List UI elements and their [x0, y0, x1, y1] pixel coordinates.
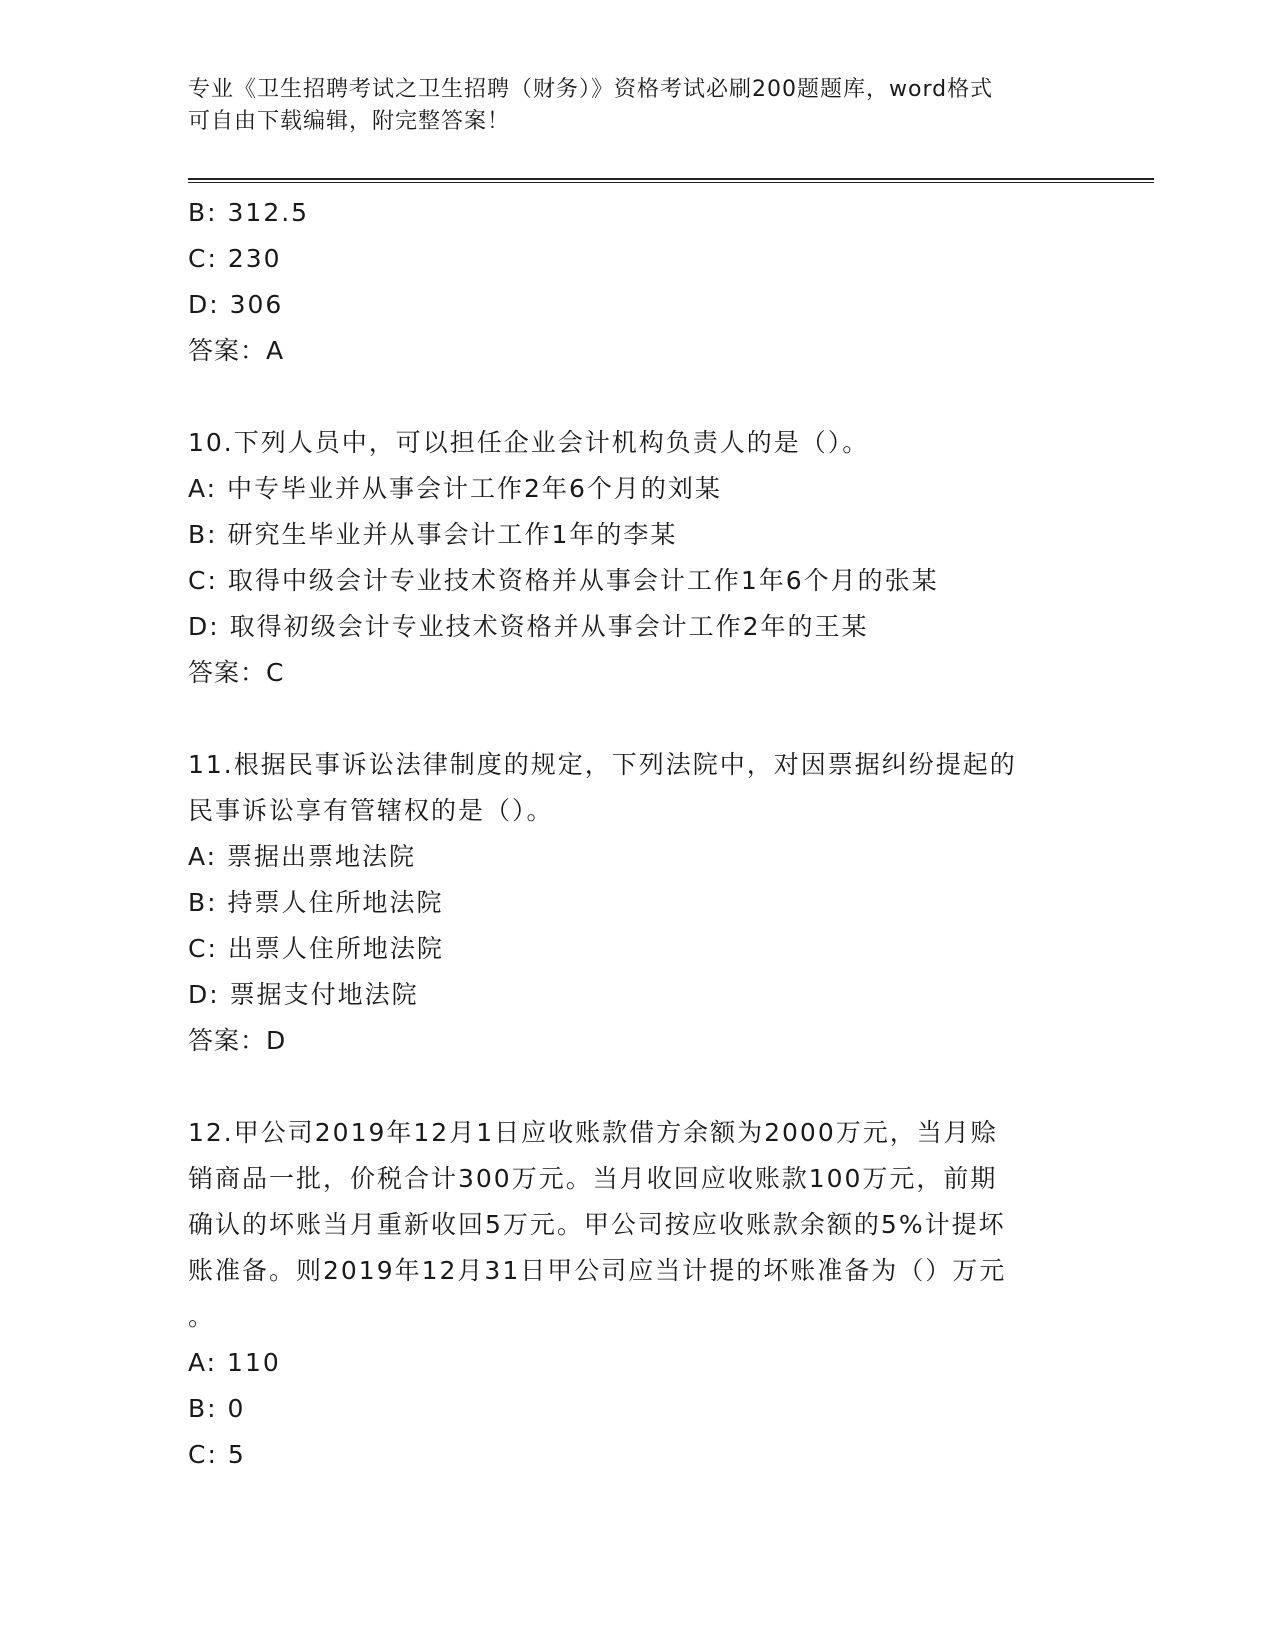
option-c: C: 5 — [188, 1440, 246, 1469]
option-d: D: 票据支付地法院 — [188, 980, 419, 1009]
option-b: B: 研究生毕业并从事会计工作1年的李某 — [188, 520, 678, 549]
option-a: A: 票据出票地法院 — [188, 842, 417, 871]
question-stem-line-1: 12.甲公司2019年12月1日应收账款借方余额为2000万元，当月赊 — [188, 1118, 998, 1147]
document-body — [188, 190, 1088, 1478]
question-stem-line-5: 。 — [188, 1302, 216, 1331]
question-stem-line-2: 销商品一批，价税合计300万元。当月收回应收账款100万元，前期 — [188, 1164, 998, 1193]
question-stem-line-1: 11.根据民事诉讼法律制度的规定，下列法院中，对因票据纠纷提起的 — [188, 750, 1017, 779]
question-11 — [188, 742, 1088, 1064]
option-c: C: 出票人住所地法院 — [188, 934, 444, 963]
prev-question-tail — [188, 190, 1088, 374]
answer: 答案：A — [188, 336, 285, 365]
option-c: C: 取得中级会计专业技术资格并从事会计工作1年6个月的张某 — [188, 566, 939, 595]
page-header — [188, 74, 1068, 138]
option-b: B: 0 — [188, 1394, 246, 1423]
question-stem-line-4: 账准备。则2019年12月31日甲公司应当计提的坏账准备为（）万元 — [188, 1256, 1007, 1285]
header-line-1: 专业《卫生招聘考试之卫生招聘（财务）》资格考试必刷200题题库，word格式 — [188, 77, 994, 102]
question-12 — [188, 1110, 1088, 1478]
option-b: B: 312.5 — [188, 198, 310, 227]
answer: 答案：D — [188, 1026, 287, 1055]
question-stem: 10.下列人员中，可以担任企业会计机构负责人的是（）。 — [188, 428, 870, 457]
header-line-2: 可自由下载编辑，附完整答案！ — [188, 109, 511, 134]
option-a: A: 中专毕业并从事会计工作2年6个月的刘某 — [188, 474, 722, 503]
option-c: C: 230 — [188, 244, 282, 273]
header-divider — [188, 178, 1154, 183]
option-d: D: 306 — [188, 290, 284, 319]
question-10 — [188, 420, 1088, 696]
question-stem-line-3: 确认的坏账当月重新收回5万元。甲公司按应收账款余额的5%计提坏 — [188, 1210, 1006, 1239]
option-a: A: 110 — [188, 1348, 281, 1377]
option-d: D: 取得初级会计专业技术资格并从事会计工作2年的王某 — [188, 612, 869, 641]
answer: 答案：C — [188, 658, 285, 687]
question-stem-line-2: 民事诉讼享有管辖权的是（）。 — [188, 796, 554, 825]
option-b: B: 持票人住所地法院 — [188, 888, 444, 917]
